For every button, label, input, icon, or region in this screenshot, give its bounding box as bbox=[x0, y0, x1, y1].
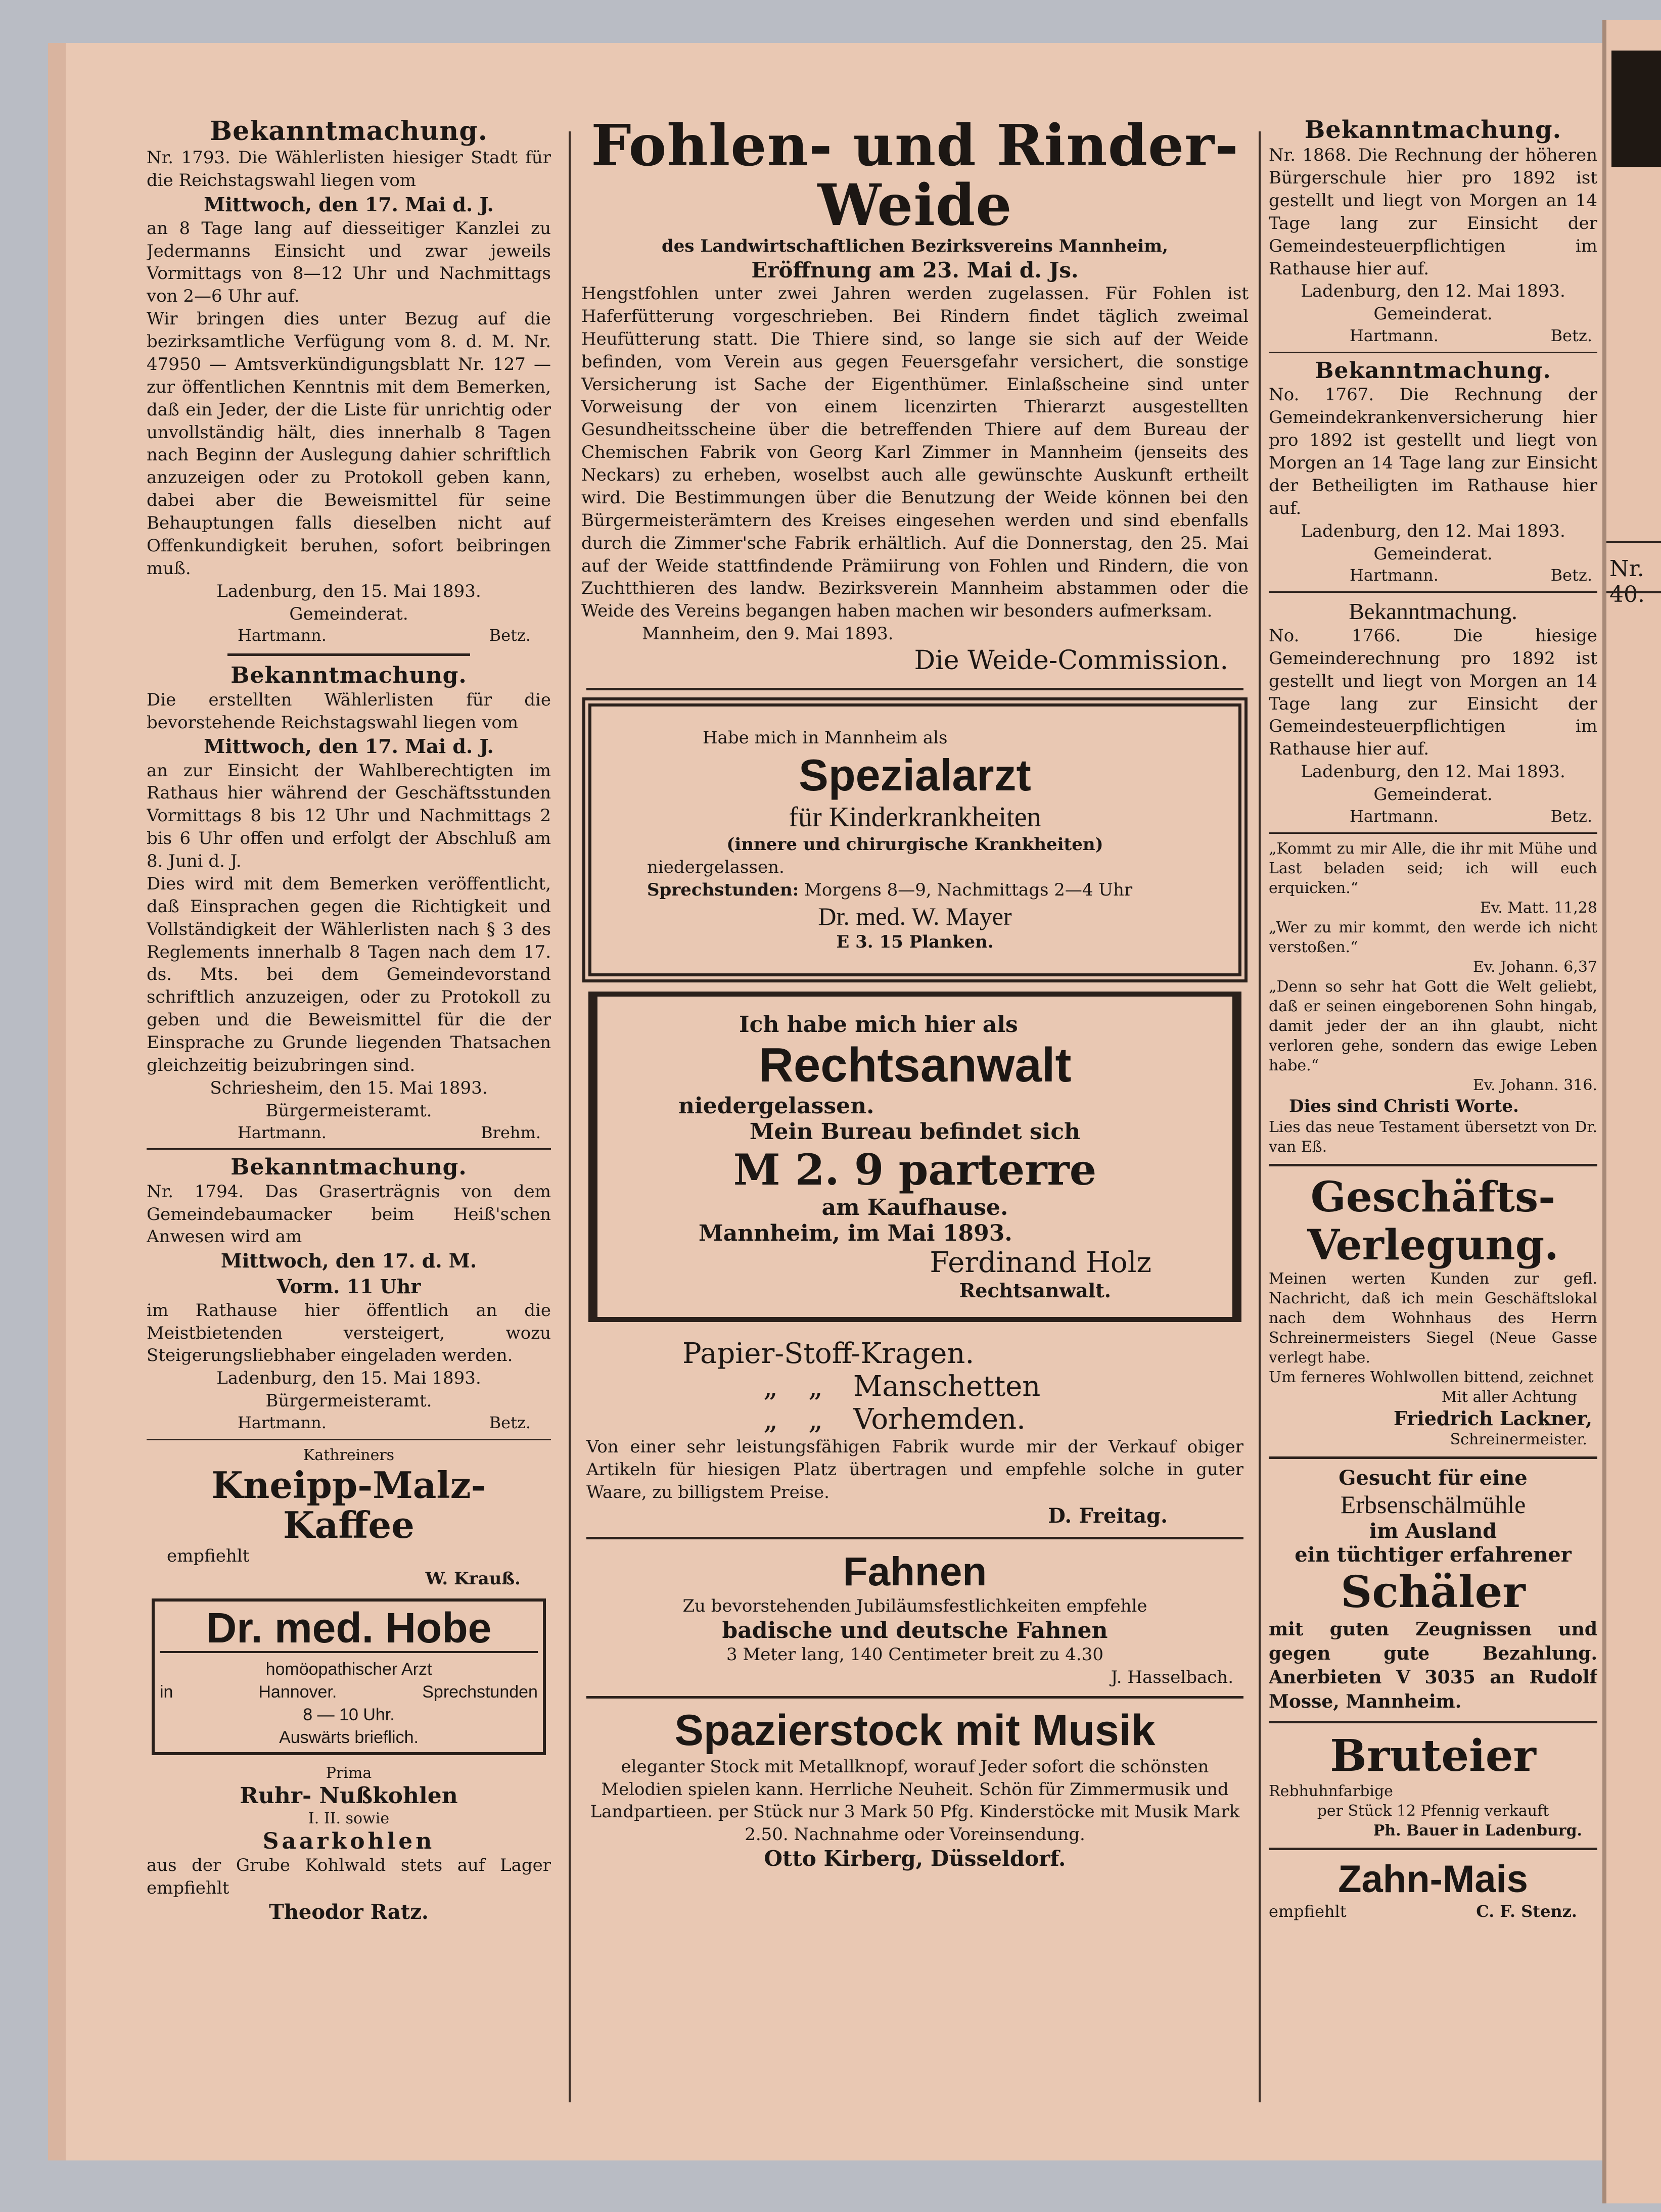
notice-place-date: Schriesheim, den 15. Mai 1893. bbox=[210, 1077, 488, 1098]
ad-line-1: Gesucht für eine bbox=[1339, 1466, 1528, 1490]
signature-left: Hartmann. bbox=[238, 626, 327, 645]
ad-line-4: Auswärts brieflich. bbox=[279, 1727, 419, 1747]
ad-signature: C. F. Stenz. bbox=[1476, 1902, 1577, 1921]
signature-right: Betz. bbox=[1550, 326, 1592, 346]
notice-body-2: an zur Einsicht der Wahlberechtigten im Rathaus hier während der Geschäftsstunden Vormittags 8 bis 12 Uhr und Nachmittags 2 bis 6 Uhr offen und erfolgt der Abschluß am 8. Juni d. J. bbox=[147, 760, 551, 872]
notice-place-date: Ladenburg, den 15. Mai 1893. bbox=[216, 1368, 481, 1389]
ad-line-2: per Stück 12 Pfennig verkauft bbox=[1317, 1802, 1549, 1820]
notice-authority: Gemeinderat. bbox=[1373, 304, 1493, 324]
ad-body: Von einer sehr leistungsfähigen Fabrik wurde mir der Verkauf obiger Artikeln für hiesigen Platz übertragen und empfehle solche in guter Waare, zu billigstem Preise. bbox=[586, 1437, 1243, 1503]
signature-left: Hartmann. bbox=[1350, 326, 1439, 346]
notice-authority: Gemeinderat. bbox=[1373, 543, 1493, 564]
middle-column bbox=[581, 116, 1249, 2182]
ad-role: Rechtsanwalt. bbox=[959, 1279, 1111, 1302]
ad-hours: Morgens 8—9, Nachmittags 2—4 Uhr bbox=[804, 879, 1133, 900]
notice-title: Bekanntmachung. bbox=[230, 1155, 467, 1181]
notice-body-2: im Rathause hier öffentlich an die Meistbietenden versteigert, wozu Steigerungsliebhaber eingeladen werden. bbox=[147, 1300, 551, 1366]
ad-line-3: (innere und chirurgische Krankheiten) bbox=[726, 834, 1103, 855]
notice-body: Nr. 1868. Die Rechnung der höheren Bürgerschule hier pro 1892 ist gestellt und liegt von Morgen an 14 Tage lang zur Einsicht der Gemeindesteuerpflichtigen im Rathause hier auf. bbox=[1269, 145, 1597, 279]
ad-title: Fahnen bbox=[843, 1549, 987, 1594]
ad-line-2a: in bbox=[160, 1682, 173, 1702]
ad-line-4: am Kaufhause. bbox=[821, 1195, 1008, 1221]
verses-closing-2: Lies das neue Testament übersetzt von Dr. van Eß. bbox=[1269, 1118, 1597, 1156]
verse-ref-2: Ev. Johann. 6,37 bbox=[1472, 958, 1597, 976]
divider bbox=[1269, 352, 1597, 353]
right-column bbox=[1269, 116, 1597, 2182]
notice-graserträgnis bbox=[147, 1155, 551, 1434]
ad-name: Ferdinand Holz bbox=[930, 1246, 1151, 1280]
ad-signature: D. Freitag. bbox=[1048, 1504, 1168, 1528]
verse-1: „Kommt zu mir Alle, die ihr mit Mühe und Last beladen seid; ich will euch erquicken.“ bbox=[1269, 839, 1597, 897]
notice-title: Bekanntmachung. bbox=[210, 116, 488, 147]
ad-bruteier bbox=[1269, 1730, 1597, 1841]
signature-left: Hartmann. bbox=[238, 1122, 327, 1142]
ad-line-2b: Hannover. bbox=[258, 1682, 337, 1702]
notice-authority: Gemeinderat. bbox=[1373, 784, 1493, 805]
ad-line-1: Zu bevorstehenden Jubiläumsfestlichkeiten empfehle bbox=[682, 1596, 1147, 1617]
notice-wahlerlisten-ladenburg bbox=[147, 116, 551, 646]
ad-line-2: für Kinderkrankheiten bbox=[789, 801, 1041, 833]
ad-title: Papier-Stoff-Kragen. bbox=[682, 1337, 975, 1371]
ad-recommends: empfiehlt bbox=[167, 1546, 250, 1567]
divider bbox=[586, 1537, 1243, 1539]
ad-line-3: 8 — 10 Uhr. bbox=[303, 1705, 395, 1724]
ad-place-date: Mannheim, im Mai 1893. bbox=[699, 1220, 1012, 1247]
divider bbox=[1269, 832, 1597, 834]
ad-title: Geschäfts-Verlegung. bbox=[1307, 1173, 1559, 1269]
ad-hours-label: Sprechstunden: bbox=[647, 879, 799, 900]
adjacent-page bbox=[1602, 20, 1661, 2203]
notice-title: Bekanntmachung. bbox=[1349, 598, 1517, 624]
notice-title: Bekanntmachung. bbox=[230, 663, 467, 689]
ad-signature: W. Krauß. bbox=[425, 1568, 521, 1589]
ad-address: E 3. 15 Planken. bbox=[836, 931, 994, 952]
divider bbox=[586, 1696, 1243, 1699]
signature-right: Betz. bbox=[1550, 566, 1592, 585]
ad-kragen bbox=[581, 1337, 1249, 1528]
ad-recommends: empfiehlt bbox=[1269, 1902, 1347, 1921]
notice-authority: Bürgermeisteramt. bbox=[265, 1391, 432, 1411]
ditto-mark: „ bbox=[808, 1403, 823, 1436]
notice-place-date: Ladenburg, den 12. Mai 1893. bbox=[1301, 281, 1565, 302]
notice-body: No. 1767. Die Rechnung der Gemeindekrankenversicherung hier pro 1892 ist gestellt und liegt von Morgen an 14 Tage lang zur Einsicht der Betheiligten im Rathause hier auf. bbox=[1269, 385, 1597, 519]
signature-right: Betz. bbox=[489, 1413, 531, 1433]
ad-schaeler-gesucht bbox=[1269, 1466, 1597, 1714]
divider bbox=[1269, 1721, 1597, 1723]
ad-line-4: niedergelassen. bbox=[647, 857, 785, 877]
notice-place-date: Ladenburg, den 12. Mai 1893. bbox=[1301, 762, 1565, 782]
column-rule-left bbox=[569, 131, 571, 2102]
notice-place-date: Ladenburg, den 15. Mai 1893. bbox=[216, 581, 481, 601]
ad-subtitle: des Landwirtschaftlichen Bezirksvereins Mannheim, bbox=[662, 236, 1168, 257]
ad-pretitle: Kathreiners bbox=[303, 1446, 395, 1464]
signature-right: Betz. bbox=[1550, 806, 1592, 826]
ad-dr-hobe bbox=[152, 1598, 546, 1755]
ad-title: Zahn-Mais bbox=[1338, 1858, 1528, 1901]
verse-3: „Denn so sehr hat Gott die Welt geliebt, daß er seinen eingeborenen Sohn hingab, damit jeder der an ihn glaubt, nicht verloren gehe, sondern das ewige Leben habe.“ bbox=[1269, 977, 1597, 1074]
ad-signature: Die Weide-Commission. bbox=[914, 645, 1228, 676]
ad-body: Meinen werten Kunden zur gefl. Nachricht, daß ich mein Geschäftslokal nach dem Wohnhaus des Herrn Schreinermeisters Siegel (Neue Gasse verlegt habe. bbox=[1269, 1270, 1597, 1367]
ad-line-1: homöopathischer Arzt bbox=[265, 1660, 432, 1679]
ad-pretitle: Prima bbox=[326, 1764, 372, 1782]
notice-wahlerlisten-schriesheim bbox=[147, 663, 551, 1143]
ad-title: Fohlen- und Rinder-Weide bbox=[591, 116, 1239, 239]
notice-gemeinderechnung bbox=[1269, 598, 1597, 827]
notice-title: Bekanntmachung. bbox=[1315, 358, 1551, 384]
ad-line-2: niedergelassen. bbox=[678, 1093, 874, 1119]
divider bbox=[586, 688, 1243, 690]
ad-line-3: im Ausland bbox=[1369, 1519, 1497, 1543]
ad-title: Rechtsanwalt bbox=[758, 1038, 1072, 1093]
divider bbox=[1269, 1848, 1597, 1850]
ad-title: Spazierstock mit Musik bbox=[674, 1706, 1156, 1755]
ad-line-1: Ich habe mich hier als bbox=[739, 1012, 1018, 1038]
ad-line-3: 3 Meter lang, 140 Centimeter breit zu 4.30 bbox=[726, 1644, 1103, 1665]
ad-body: Hengstfohlen unter zwei Jahren werden zugelassen. Für Fohlen ist Haferfütterung vorgeschrieben. Bei Rindern findet täglich zweimal Heufütterung statt. Die Thiere sind, so lange sie sich auf der Weide befinden, vom Verein aus gegen Feuersgefahr versichert, die sonstige Versicherung ist Sache der Eigenthümer. Einlaßscheine sind unter Vorweisung der von einem licenzirten Thierarzt ausgestellten Gesundheitsscheine über die betreffenden Thiere auf dem Bureau der Chemischen Fabrik von Georg Karl Zimmer in Mannheim (jenseits des Neckars) zu erheben, woselbst auch alle gewünschte Auskunft ertheilt wird. Die Bestimmungen über die Benutzung der Weide können bei den Bürgermeisterämtern des Kreises eingesehen werden und sind ebenfalls durch die Zimmer'sche Fabrik erhältlich. Auf die Donnerstag, den 25. Mai auf der Weide stattfindende Prämiirung von Fohlen und Rindern, die von Zuchtthieren des landw. Bezirksverein Mannheim abstammen oder die Weide des Vereins begangen haben machen wir besonders aufmerksam. bbox=[581, 284, 1249, 622]
divider bbox=[1606, 591, 1661, 593]
ad-signature: J. Hasselbach. bbox=[1111, 1667, 1233, 1687]
ad-rechtsanwalt bbox=[588, 992, 1241, 1322]
ad-name: Dr. med. W. Mayer bbox=[818, 902, 1012, 930]
ad-zahn-mais bbox=[1269, 1857, 1597, 1922]
ad-kohlen bbox=[147, 1763, 551, 1926]
adjacent-page-masthead bbox=[1611, 51, 1661, 167]
divider bbox=[1269, 1456, 1597, 1459]
notice-date: Mittwoch, den 17. Mai d. J. bbox=[204, 193, 494, 216]
notice-body-3: Dies wird mit dem Bemerken veröffentlicht, daß Einsprachen gegen die Richtigkeit und Vollständigkeit der Wählerlisten nach § 3 des Reglements innerhalb 8 Tagen nach dem 17. ds. Mts. bei dem Gemeindevorstand schriftlich anzuzeigen, oder zu Protokoll zu geben und die Beweismittel für die der Einsprache zu Grunde liegenden Thatsachen gleichzeitig beizubringen sind. bbox=[147, 873, 551, 1075]
ad-line-2: badische und deutsche Fahnen bbox=[722, 1617, 1108, 1643]
ad-title: Schäler bbox=[1341, 1567, 1526, 1618]
ad-spazierstock bbox=[581, 1706, 1249, 1871]
ad-fohlen-weide bbox=[581, 116, 1249, 676]
signature-right: Betz. bbox=[489, 626, 531, 645]
ad-body: eleganter Stock mit Metallknopf, worauf Jeder sofort die schönsten Melodien spielen kann. Herrliche Neuheit. Schön für Zimmermusik und Landpartieen. per Stück nur 3 Mark 50 Pfg. Kinderstöcke mit Musik Mark 2.50. Nachnahme oder Voreinsendung. bbox=[590, 1756, 1240, 1845]
ad-signature: Ph. Bauer in Ladenburg. bbox=[1373, 1822, 1582, 1840]
ad-signature-2: Friedrich Lackner, bbox=[1393, 1407, 1592, 1430]
left-column bbox=[147, 116, 551, 2182]
bible-verses bbox=[1269, 839, 1597, 1157]
verse-ref-3: Ev. Johann. 316. bbox=[1472, 1076, 1597, 1094]
ditto-mark: „ bbox=[808, 1370, 823, 1403]
ad-signature: Theodor Ratz. bbox=[269, 1900, 429, 1924]
ad-address: M 2. 9 parterre bbox=[733, 1145, 1097, 1195]
ad-signature: Otto Kirberg, Düsseldorf. bbox=[764, 1846, 1066, 1871]
notice-date: Mittwoch, den 17. d. M. bbox=[220, 1249, 477, 1273]
ad-line-2c: Sprechstunden bbox=[422, 1682, 538, 1702]
ad-title: Kneipp-Malz-Kaffee bbox=[211, 1463, 486, 1546]
ad-body: mit guten Zeugnissen und gegen gute Bezahlung. Anerbieten V 3035 an Rudolf Mosse, Mannheim. bbox=[1269, 1619, 1597, 1712]
divider bbox=[147, 1439, 551, 1440]
notice-authority: Gemeinderat. bbox=[289, 603, 408, 624]
divider bbox=[1606, 541, 1661, 543]
verse-2: „Wer zu mir kommt, den werde ich nicht verstoßen.“ bbox=[1269, 918, 1597, 956]
ad-title: Bruteier bbox=[1330, 1730, 1536, 1782]
ad-signature-3: Schreinermeister. bbox=[1450, 1431, 1587, 1449]
ad-item-2: Manschetten bbox=[853, 1370, 1041, 1403]
ad-geschaefts-verlegung bbox=[1269, 1173, 1597, 1449]
ad-item-3: Vorhemden. bbox=[853, 1403, 1026, 1436]
signature-left: Hartmann. bbox=[238, 1413, 327, 1433]
signature-right: Brehm. bbox=[481, 1122, 541, 1142]
ditto-mark: „ bbox=[763, 1370, 778, 1403]
notice-place-date: Ladenburg, den 12. Mai 1893. bbox=[1301, 521, 1565, 541]
verse-ref-1: Ev. Matt. 11,28 bbox=[1480, 899, 1597, 917]
notice-body: No. 1766. Die hiesige Gemeinderechnung pro 1892 ist gestellt und liegt von Morgen an 14 Tage lang zur Einsicht der Gemeindesteuerpflichtigen im Rathause hier auf. bbox=[1269, 625, 1597, 760]
ad-line-1: Rebhuhnfarbige bbox=[1269, 1782, 1393, 1801]
verses-closing: Dies sind Christi Worte. bbox=[1289, 1096, 1519, 1116]
notice-body-3: Wir bringen dies unter Bezug auf die bezirksamtliche Verfügung vom 8. d. M. Nr. 47950 — Amtsverkündigungsblatt Nr. 127 — zur öffentlichen Kenntnis mit dem Bemerken, daß ein Jeder, der die Liste für unrichtig oder unvollständig hält, dies innerhalb 8 Tagen nach Beginn der Auslegung dahier schriftlich anzuzeigen oder zu Protokoll geben kann, dabei aber die Beweismittel für seine Behauptungen falls dieselben nicht auf Offenkundigkeit beruhen, sofort beibringen muß. bbox=[147, 309, 551, 579]
signature-left: Hartmann. bbox=[1350, 566, 1439, 585]
notice-buergerschule bbox=[1269, 116, 1597, 347]
signature-left: Hartmann. bbox=[1350, 806, 1439, 826]
adjacent-page-number: Nr. 40. bbox=[1609, 556, 1645, 607]
ad-line-1: I. II. sowie bbox=[308, 1809, 390, 1827]
divider bbox=[1269, 591, 1597, 593]
ad-body-2: Um ferneres Wohlwollen bittend, zeichnet bbox=[1269, 1369, 1594, 1387]
ad-spezialarzt bbox=[588, 703, 1241, 976]
notice-title: Bekanntmachung. bbox=[1304, 116, 1562, 144]
notice-date: Mittwoch, den 17. Mai d. J. bbox=[204, 735, 494, 758]
notice-body-2: an 8 Tage lang auf diesseitiger Kanzlei zu Jedermanns Einsicht und zwar jeweils Vormittags von 8—12 Uhr und Nachmittags von 2—6 Uhr auf. bbox=[147, 218, 551, 307]
ad-line-4: ein tüchtiger erfahrener bbox=[1295, 1543, 1572, 1567]
ad-signature-1: Mit aller Achtung bbox=[1441, 1388, 1577, 1406]
divider bbox=[1269, 1164, 1597, 1166]
notice-time: Vorm. 11 Uhr bbox=[276, 1275, 421, 1298]
ad-body: aus der Grube Kohlwald stets auf Lager empfiehlt bbox=[147, 1855, 551, 1898]
ad-title-2: Saarkohlen bbox=[262, 1828, 435, 1854]
ditto-mark: „ bbox=[763, 1403, 778, 1436]
ad-line-2: Erbsenschälmühle bbox=[1340, 1490, 1526, 1519]
column-rule-right bbox=[1259, 131, 1261, 2102]
ad-malzkaffee bbox=[147, 1445, 551, 1590]
ad-title: Ruhr- Nußkohlen bbox=[240, 1782, 458, 1809]
notice-body: Die erstellten Wählerlisten für die bevorstehende Reichstagswahl liegen vom bbox=[147, 689, 551, 733]
ad-title: Dr. med. Hobe bbox=[160, 1605, 538, 1653]
divider bbox=[147, 1148, 551, 1150]
ad-fahnen bbox=[581, 1548, 1249, 1689]
notice-body: Nr. 1793. Die Wählerlisten hiesiger Stadt für die Reichstagswahl liegen vom bbox=[147, 147, 551, 191]
ad-place-date: Mannheim, den 9. Mai 1893. bbox=[642, 624, 894, 644]
ad-line-3: Mein Bureau befindet sich bbox=[749, 1119, 1081, 1145]
notice-authority: Bürgermeisteramt. bbox=[265, 1100, 432, 1121]
divider bbox=[227, 653, 470, 656]
notice-body: Nr. 1794. Das Graserträgnis von dem Gemeindebaumacker beim Heiß'schen Anwesen wird am bbox=[147, 1181, 551, 1247]
ad-title: Spezialarzt bbox=[799, 749, 1031, 800]
ad-line-1: Habe mich in Mannheim als bbox=[703, 728, 948, 748]
ad-subtitle-2: Eröffnung am 23. Mai d. Js. bbox=[751, 258, 1079, 283]
notice-krankenversicherung bbox=[1269, 358, 1597, 586]
